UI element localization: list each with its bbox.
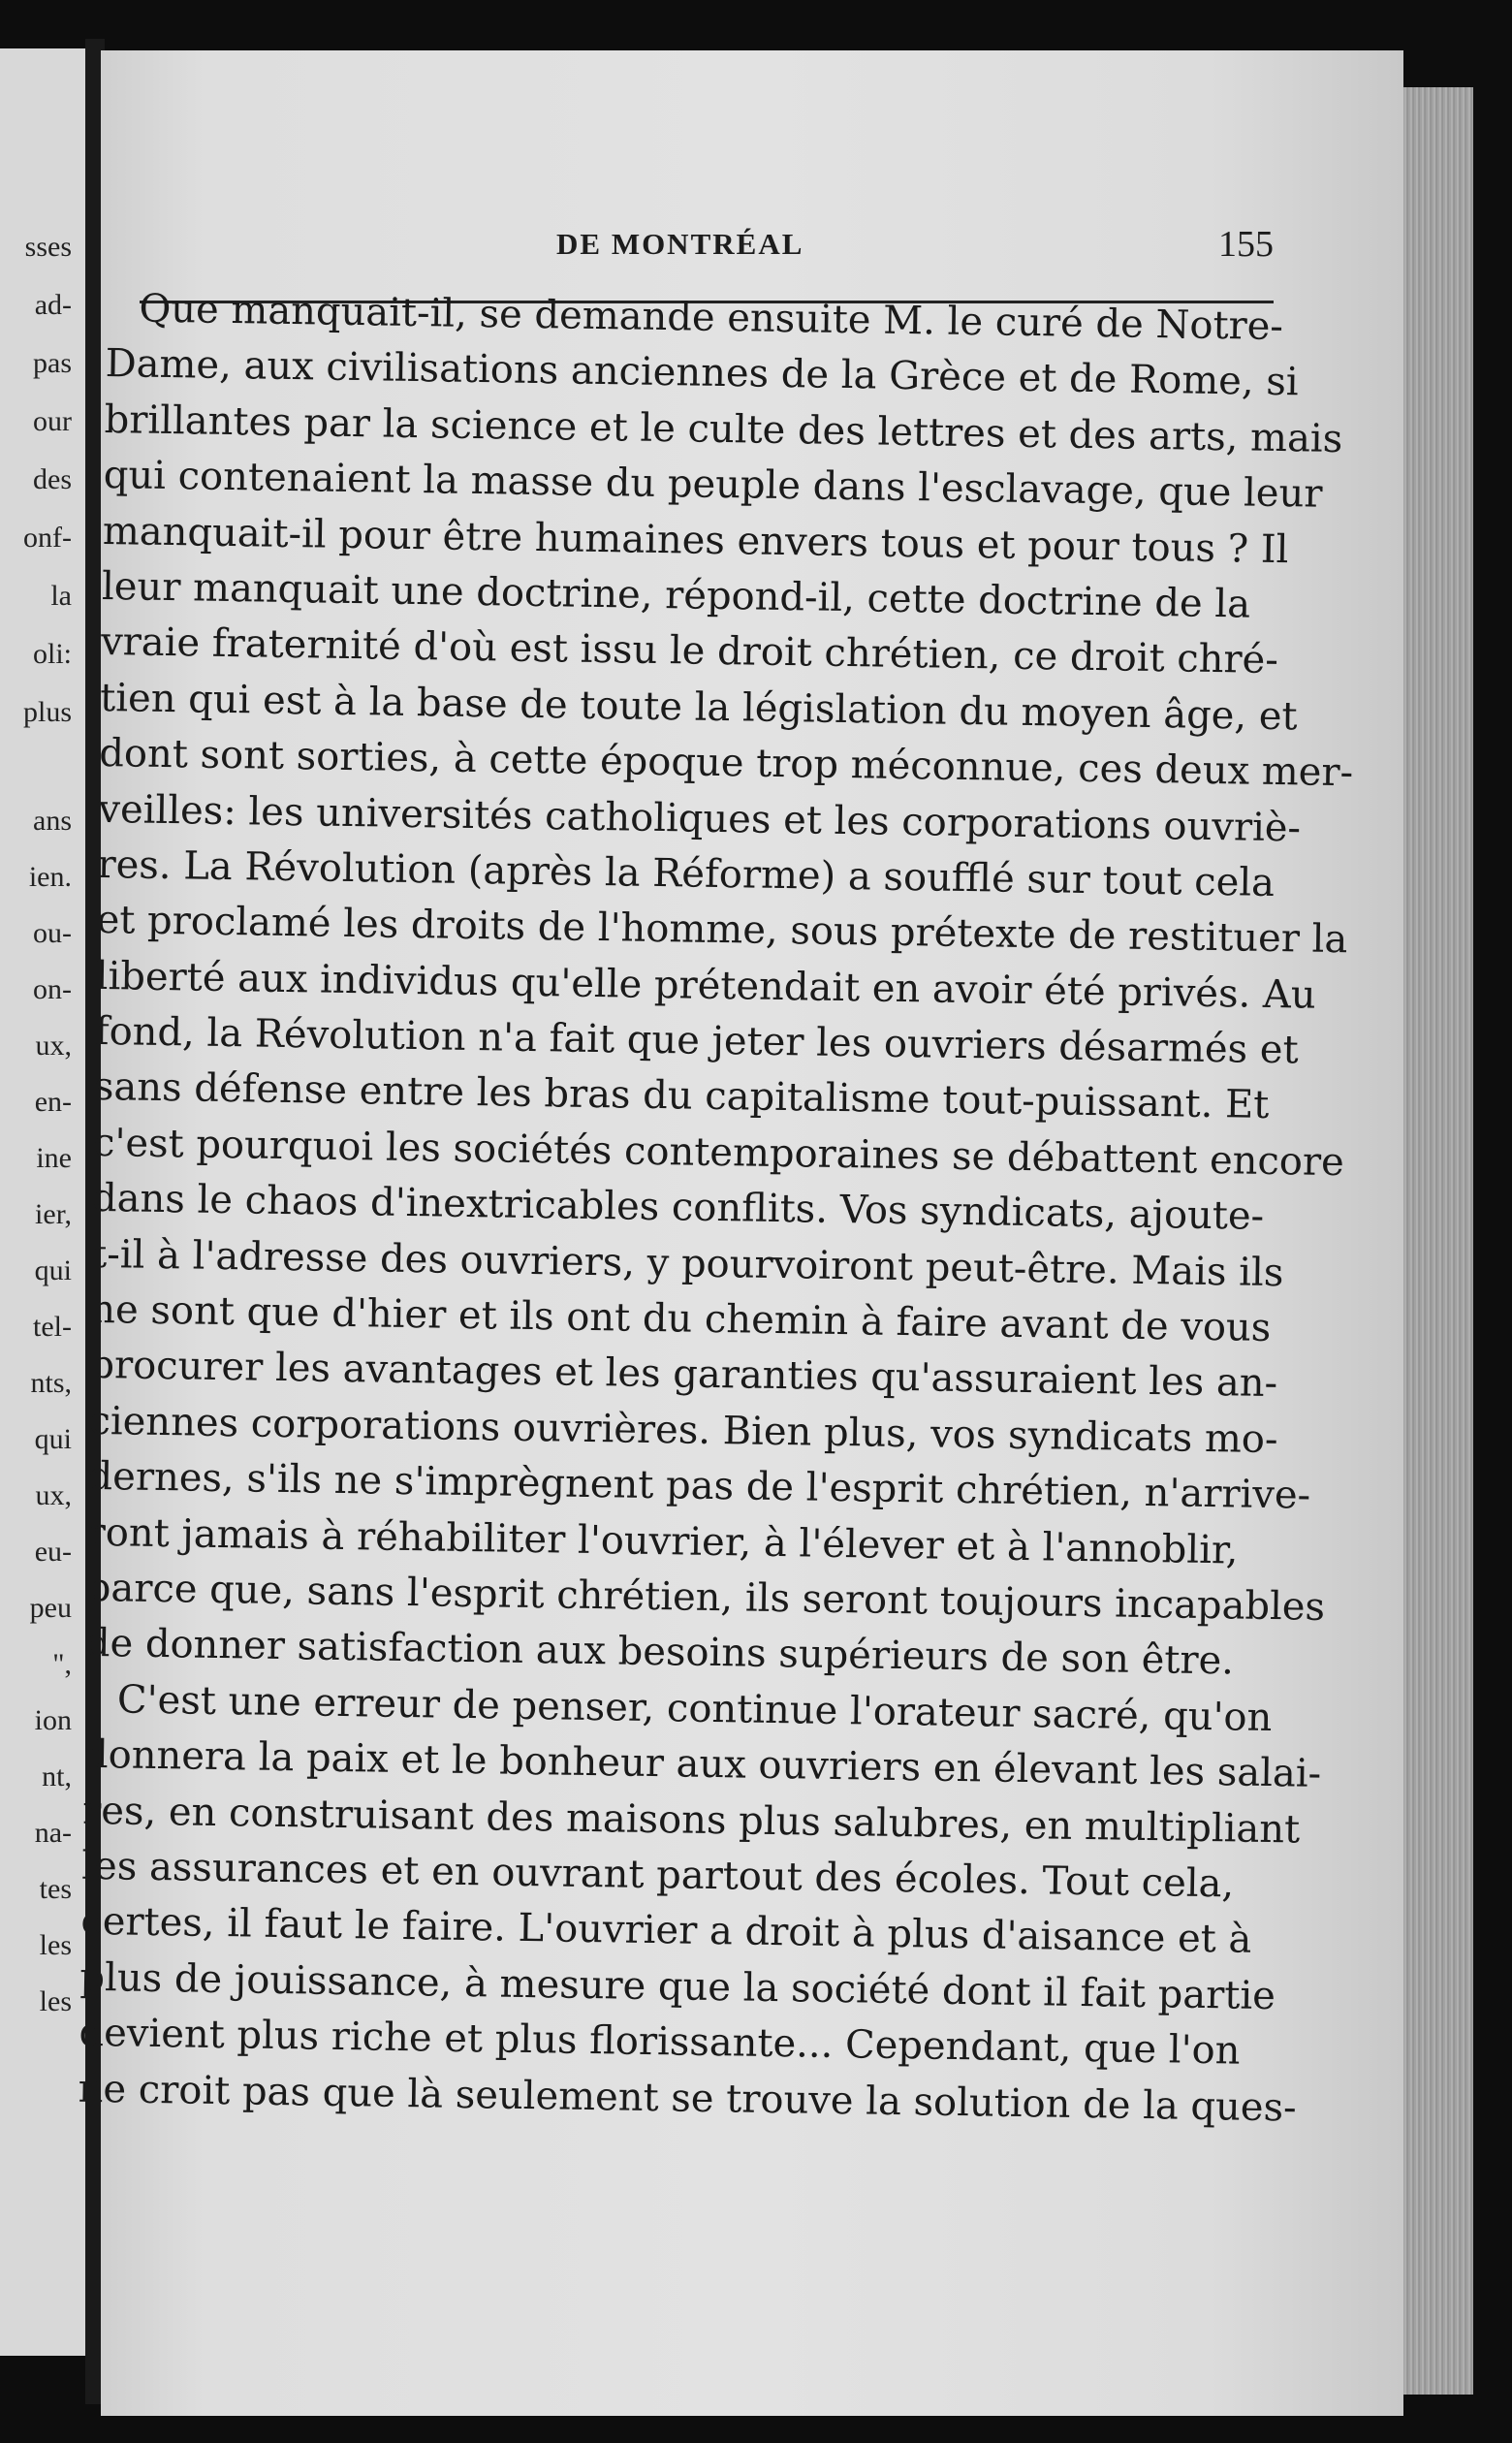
text-line: certes, il faut le faire. L'ouvrier a droit à plus d'aisance et à <box>80 1899 1252 1963</box>
facing-page-fragment: tes <box>39 1873 72 1905</box>
facing-page-fragment: on- <box>33 973 72 1005</box>
text-line: ciennes corporations ouvrières. Bien plus, vos syndicats mo- <box>88 1398 1278 1462</box>
running-head: DE MONTRÉAL <box>556 227 804 261</box>
facing-page-fragment: des <box>33 463 72 495</box>
facing-page-fragment: nts, <box>30 1367 72 1399</box>
text-line: C'est une erreur de penser, continue l'orateur sacré, qu'on <box>116 1677 1273 1740</box>
facing-page-fragment: ux, <box>35 1479 72 1511</box>
facing-page-fragment: ", <box>52 1648 72 1680</box>
text-line: sans défense entre les bras du capitalisme tout-puissant. Et <box>93 1064 1270 1128</box>
facing-page-fragment: ier, <box>35 1198 72 1230</box>
text-line: plus de jouissance, à mesure que la société dont il fait partie <box>79 1954 1276 2018</box>
text-line: ront jamais à réhabiliter l'ouvrier, à l'élever et à l'annoblir, <box>86 1509 1239 1573</box>
facing-page-fragment: ans <box>33 805 72 837</box>
text-line: ne sont que d'hier et ils ont du chemin à faire avant de vous <box>89 1286 1272 1351</box>
facing-page-fragment: onf- <box>23 522 72 554</box>
text-line: les assurances et en ouvrant partout des écoles. Tout cela, <box>80 1843 1235 1907</box>
facing-page-fragment: qui <box>34 1254 72 1286</box>
facing-page-fragment: en- <box>34 1086 72 1118</box>
text-line: veilles: les universités catholiques et les corporations ouvriè- <box>98 786 1302 850</box>
facing-page-fragment: sses <box>24 231 72 263</box>
text-line: t-il à l'adresse des ouvriers, y pourvoiront peut-être. Mais ils <box>90 1231 1284 1295</box>
text-line: res. La Révolution (après la Réforme) a soufflé sur tout cela <box>97 841 1276 905</box>
text-line: procurer les avantages et les garanties qu'assuraient les an- <box>89 1343 1278 1407</box>
facing-page-fragment: our <box>33 405 72 437</box>
facing-page-fragment: plus <box>22 696 72 728</box>
facing-page-fragment: ien. <box>28 861 72 893</box>
text-line: ne croit pas que là seulement se trouve la solution de la ques- <box>78 2066 1297 2131</box>
facing-page-fragment: ion <box>34 1704 72 1736</box>
text-line: dont sont sorties, à cette époque trop méconnue, ces deux mer- <box>98 731 1354 796</box>
facing-page-fragment: la <box>50 580 72 612</box>
text-line: vraie fraternité d'où est issu le droit chrétien, ce droit chré- <box>100 619 1279 683</box>
text-line: tien qui est à la base de toute la législation du moyen âge, et <box>99 675 1298 740</box>
text-line: devient plus riche et plus florissante... Cependant, que l'on <box>79 2010 1241 2074</box>
text-line: fond, la Révolution n'a fait que jeter les ouvriers désarmés et <box>94 1008 1299 1073</box>
page-number: 155 <box>1218 224 1274 265</box>
text-line: donnera la paix et le bonheur aux ouvriers en élevant les salai- <box>82 1731 1322 1797</box>
facing-page-fragment: pas <box>33 347 72 379</box>
facing-page-edge <box>0 48 85 2356</box>
facing-page-fragment: qui <box>34 1423 72 1455</box>
facing-page-fragment: peu <box>29 1592 72 1624</box>
text-line: brillantes par la science et le culte des lettres et des arts, mais <box>104 397 1343 461</box>
facing-page-fragment: ine <box>36 1142 72 1174</box>
text-line: Dame, aux civilisations anciennes de la Grèce et de Rome, si <box>105 341 1300 405</box>
text-line: qui contenaient la masse du peuple dans l'esclavage, que leur <box>103 453 1323 517</box>
facing-page-fragment: oli: <box>32 638 72 670</box>
facing-page-fragment: nt, <box>42 1761 72 1793</box>
facing-page-fragment: tel- <box>33 1311 72 1343</box>
text-line: de donner satisfaction aux besoins supérieurs de son être. <box>84 1621 1235 1684</box>
text-line: c'est pourquoi les sociétés contemporaines se débattent encore <box>92 1120 1345 1186</box>
facing-page-fragment: ad- <box>34 289 72 321</box>
text-line: leur manquait une doctrine, répond-il, cette doctrine de la <box>101 563 1251 627</box>
text-line: Que manquait-il, se demande ensuite M. le curé de Notre- <box>139 286 1284 350</box>
page-stack-edge <box>1403 87 1473 2395</box>
facing-page-fragment: ou- <box>33 917 72 949</box>
text-line: liberté aux individus qu'elle prétendait en avoir été privés. Au <box>95 953 1317 1018</box>
facing-page-fragment: les <box>39 1985 72 2017</box>
facing-page-fragment: les <box>39 1929 72 1961</box>
text-line: dernes, s'ils ne s'imprègnent pas de l'esprit chrétien, n'arrive- <box>87 1454 1311 1518</box>
facing-page-fragment: eu- <box>34 1536 72 1568</box>
text-line: et proclamé les droits de l'homme, sous prétexte de restituer la <box>96 898 1348 963</box>
text-line: dans le chaos d'inextricables conflits. Vos syndicats, ajoute- <box>91 1176 1265 1240</box>
text-line: parce que, sans l'esprit chrétien, ils seront toujours incapables <box>85 1565 1326 1630</box>
facing-page-fragment: na- <box>34 1817 72 1849</box>
text-line: manquait-il pour être humaines envers tous et pour tous ? Il <box>102 508 1289 572</box>
text-line: res, en construisant des maisons plus salubres, en multipliant <box>81 1788 1301 1853</box>
body-text <box>78 281 1354 2134</box>
facing-page-fragment: ux, <box>35 1030 72 1062</box>
